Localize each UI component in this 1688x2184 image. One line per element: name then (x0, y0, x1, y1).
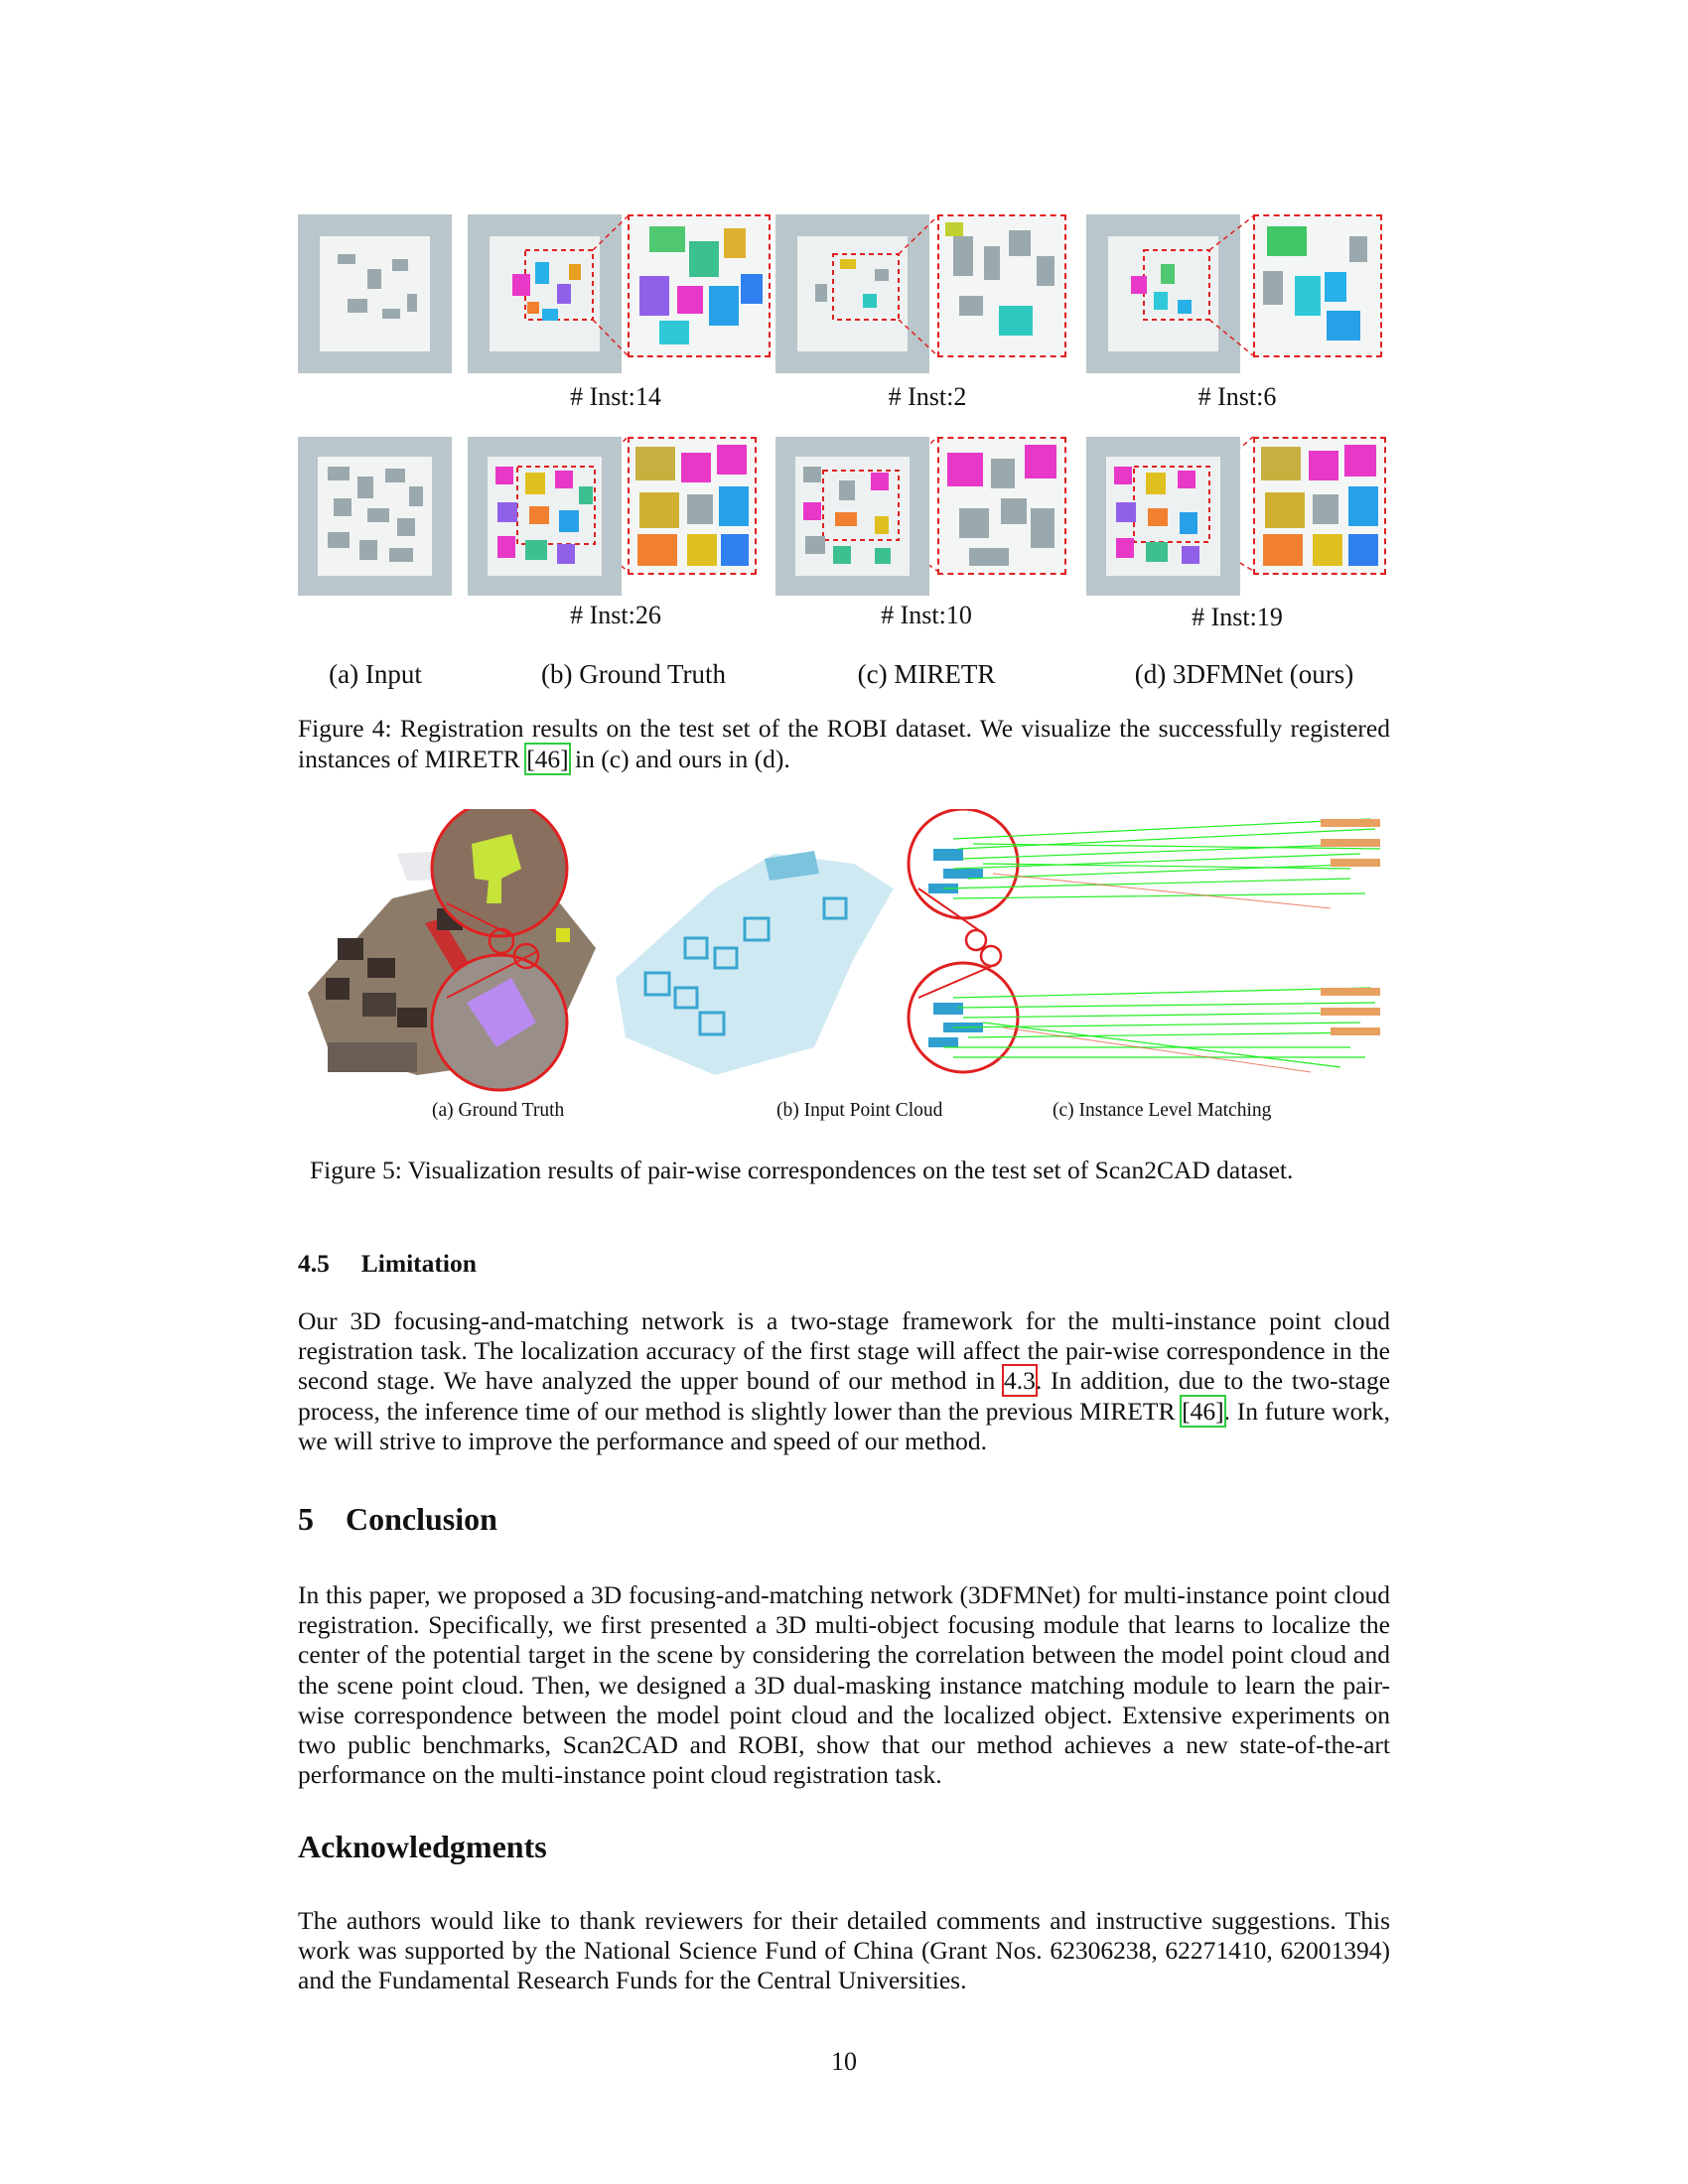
limitation-text-2: . In addition, due to the two-stage process, the inference time of our method is slightly lower than the previous MIRETR (298, 1366, 1391, 1426)
acknowledgments-heading: Acknowledgments (298, 1829, 547, 1864)
inst-count-miretr-row1: # Inst:2 (888, 382, 967, 411)
figure-4-caption (298, 713, 1390, 774)
section-title: Limitation (360, 1249, 477, 1278)
subfig-label-miretr: (c) MIRETR (857, 659, 996, 689)
section-number: 5 (298, 1501, 314, 1537)
figure-4-caption-text: Registration results on the test set of the ROBI dataset. We visualize the successfully registered instances of MIRETR (298, 714, 1390, 773)
acknowledgments-paragraph: The authors would like to thank reviewers for their detailed comments and instructive suggestions. This work was supported by the National Science Fund of China (Grant Nos. 62306238, 62271410, 62001394) and the Fundamental Research Funds for the Central Universities. (298, 1906, 1390, 1995)
limitation-text: Our 3D focusing-and-matching network is a two-stage framework for the multi-instance point cloud registration task. The localization accuracy of the first stage will affect the pair-wise correspondence in the second stage. We have analyzed the upper bound of our method in (298, 1306, 1390, 1396)
input-point-cloud (616, 851, 894, 1075)
figure-4-caption-text-end: in (c) and ours in (d). (575, 745, 790, 773)
robi-gt-scene-2 (468, 437, 622, 596)
figure-4-label: Figure 4: (298, 714, 392, 743)
robi-miretr-scene-2 (775, 437, 929, 596)
inst-count-gt-row1: # Inst:14 (570, 382, 661, 411)
figure-5-caption: Figure 5: Visualization results of pair-wise correspondences on the test set of Scan2CAD dataset. (310, 1156, 1294, 1184)
inst-count-ours-row2: # Inst:19 (1192, 603, 1283, 631)
robi-ours-scene-2 (1086, 437, 1240, 596)
subfig-label-ground-truth: (b) Ground Truth (540, 659, 727, 689)
inst-count-ours-row1: # Inst:6 (1197, 382, 1277, 411)
limitation-paragraph (298, 1306, 1390, 1456)
section-ref-link[interactable]: 4.3 (1004, 1366, 1036, 1396)
citation-link[interactable]: [46] (526, 745, 569, 773)
robi-miretr-zoom-2 (937, 437, 1066, 575)
section-4-5-heading (298, 1249, 477, 1279)
robi-input-scene-2 (298, 437, 452, 596)
robi-gt-zoom-2 (628, 437, 757, 575)
figure-5-visual (298, 809, 1390, 1097)
inst-count-gt-row2: # Inst:26 (570, 601, 661, 629)
subfig-label-scan2cad-ground-truth: (a) Ground Truth (432, 1100, 565, 1121)
section-5-heading (298, 1501, 497, 1538)
page-number: 10 (831, 2047, 857, 2076)
conclusion-paragraph: In this paper, we proposed a 3D focusing-and-matching network (3DFMNet) for multi-instance point cloud registration. Specifically, we first presented a 3D multi-object focusing module that learns to localize the center of the potential target in the scene by considering the correlation between the model point cloud and the scene point cloud. Then, we designed a 3D dual-masking instance matching module to learn the pair-wise correspondence between the model point cloud and the localized object. Extensive experiments on two public benchmarks, Scan2CAD and ROBI, show that our method achieves a new state-of-the-art performance on the multi-instance point cloud registration task. (298, 1580, 1390, 1790)
section-title: Conclusion (346, 1501, 497, 1537)
citation-link[interactable]: [46] (1182, 1396, 1224, 1426)
robi-ours-zoom-2 (1253, 437, 1386, 575)
subfig-label-input: (a) Input (329, 659, 422, 689)
subfig-label-input-point-cloud: (b) Input Point Cloud (776, 1100, 943, 1121)
section-number: 4.5 (298, 1249, 330, 1278)
limitation-text-3: . In future work, we will strive to improve the performance and speed of our method. (298, 1396, 1390, 1455)
subfig-label-3dfmnet: (d) 3DFMNet (ours) (1134, 659, 1354, 689)
inst-count-miretr-row2: # Inst:10 (881, 601, 972, 629)
subfig-label-instance-level-matching: (c) Instance Level Matching (1053, 1100, 1272, 1121)
